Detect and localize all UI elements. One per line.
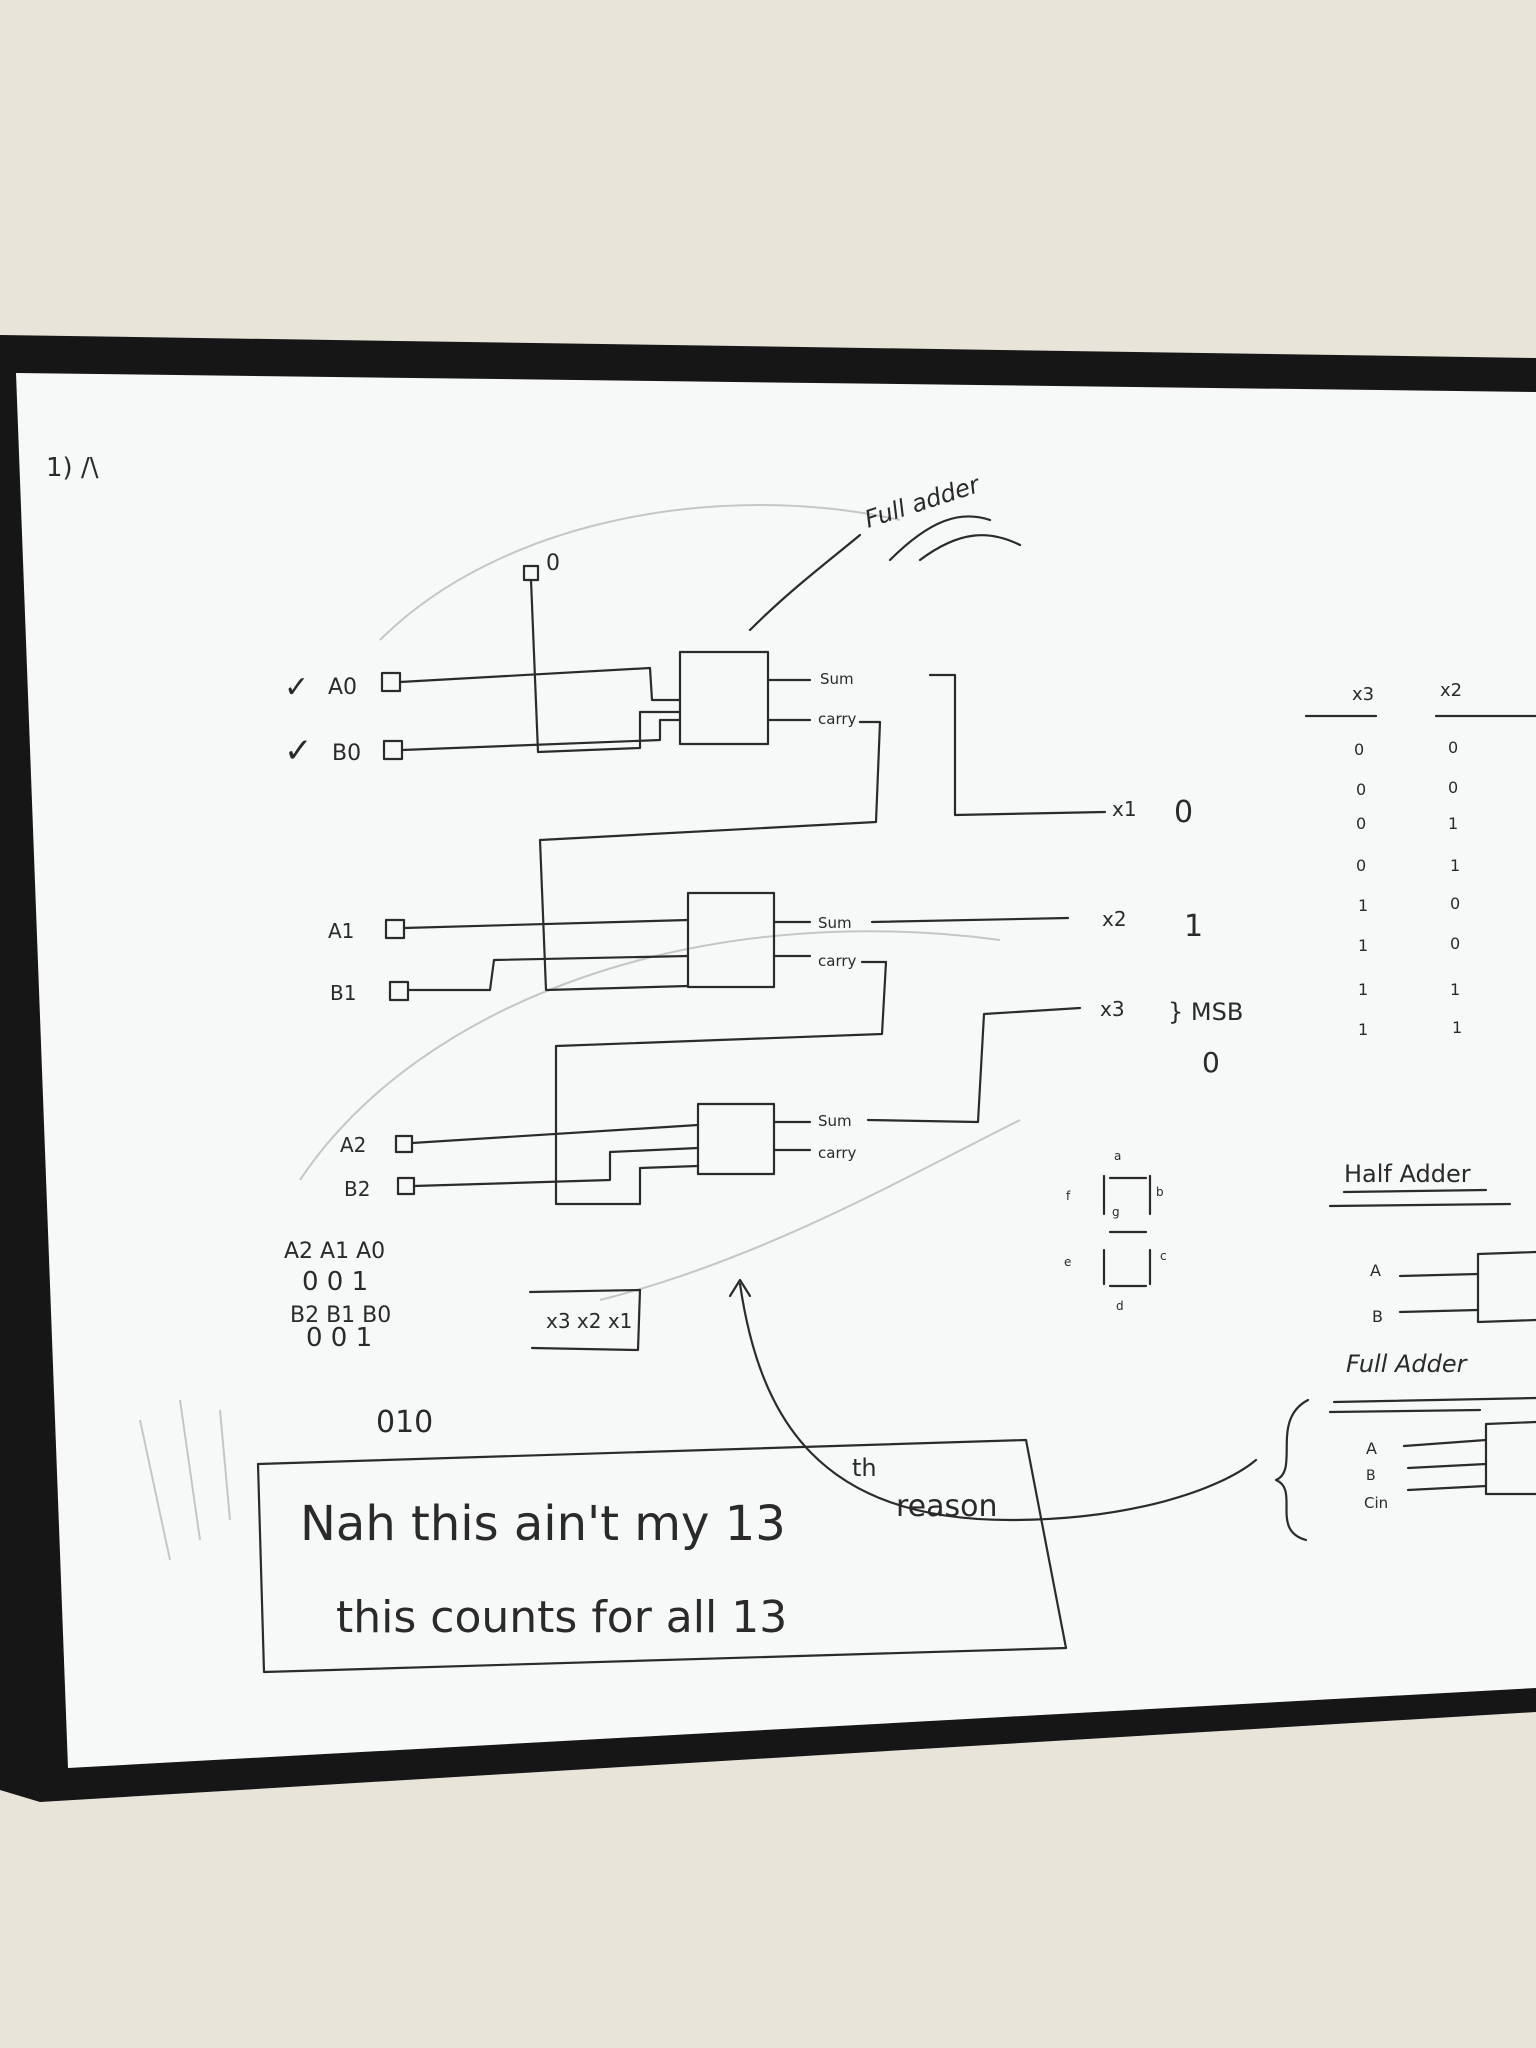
tt-cell: 1 bbox=[1450, 980, 1461, 999]
corner-mark: 1) /\ bbox=[46, 453, 99, 483]
message-line2: this counts for all 13 bbox=[336, 1592, 788, 1643]
tt-cell: 0 bbox=[1356, 814, 1367, 833]
tt-cell: 0 bbox=[1354, 740, 1365, 759]
half-adder-title: Half Adder bbox=[1344, 1160, 1471, 1188]
label-b2: B2 bbox=[344, 1177, 371, 1201]
example-header-b: B2 B1 B0 bbox=[290, 1303, 392, 1328]
full-adder-note: Full adder bbox=[861, 470, 983, 534]
check-b0: ✓ bbox=[284, 731, 313, 771]
sum-label-1: Sum bbox=[818, 914, 852, 932]
example-row-b: 0 0 1 bbox=[306, 1323, 373, 1353]
output-x1-value: 0 bbox=[1174, 795, 1194, 830]
output-x2: x2 bbox=[1102, 907, 1127, 931]
output-x3-value: 0 bbox=[1202, 1046, 1220, 1079]
sum-label-0: Sum bbox=[820, 670, 854, 688]
carry-label-2: carry bbox=[818, 1144, 857, 1162]
message-line1-end: reason bbox=[896, 1489, 998, 1524]
label-zero-top: 0 bbox=[546, 551, 560, 576]
seg-d: d bbox=[1116, 1299, 1124, 1313]
example-result: 010 bbox=[376, 1405, 434, 1440]
output-order-label: x3 x2 x1 bbox=[546, 1309, 633, 1333]
tt-cell: 0 bbox=[1356, 856, 1367, 875]
label-a2: A2 bbox=[340, 1133, 367, 1157]
output-x1: x1 bbox=[1112, 797, 1137, 821]
tt-header-x3: x3 bbox=[1352, 684, 1375, 705]
sum-label-2: Sum bbox=[818, 1112, 852, 1130]
tt-cell: 0 bbox=[1448, 778, 1459, 797]
full-adder-in-cin: Cin bbox=[1364, 1494, 1389, 1512]
tt-cell: 1 bbox=[1358, 980, 1369, 999]
label-a1: A1 bbox=[328, 919, 355, 943]
label-b1: B1 bbox=[330, 981, 357, 1005]
carry-label-1: carry bbox=[818, 952, 857, 970]
output-x2-value: 1 bbox=[1184, 909, 1204, 944]
check-a0: ✓ bbox=[284, 670, 310, 705]
seg-f: f bbox=[1066, 1189, 1071, 1203]
full-adder-in-b: B bbox=[1366, 1468, 1376, 1484]
full-adder-in-a: A bbox=[1366, 1439, 1377, 1458]
output-x3-msb: } MSB bbox=[1168, 998, 1244, 1026]
tt-cell: 1 bbox=[1358, 896, 1369, 915]
tt-cell: 1 bbox=[1358, 936, 1369, 955]
label-b0: B0 bbox=[332, 741, 362, 766]
carry-label-0: carry bbox=[818, 710, 857, 728]
tt-cell: 0 bbox=[1356, 780, 1367, 799]
output-x3: x3 bbox=[1100, 997, 1125, 1021]
tt-header-x2: x2 bbox=[1440, 680, 1463, 701]
example-row-a: 0 0 1 bbox=[302, 1267, 369, 1297]
tt-cell: 0 bbox=[1448, 738, 1459, 757]
tt-cell: 0 bbox=[1450, 894, 1461, 913]
seg-c: c bbox=[1160, 1249, 1167, 1263]
tt-cell: 1 bbox=[1452, 1018, 1463, 1037]
seg-g: g bbox=[1112, 1205, 1120, 1219]
half-adder-in-b: B bbox=[1372, 1307, 1383, 1326]
tt-cell: 1 bbox=[1450, 856, 1461, 875]
seg-e: e bbox=[1064, 1255, 1072, 1269]
tt-cell: 1 bbox=[1358, 1020, 1369, 1039]
tt-cell: 0 bbox=[1450, 934, 1461, 953]
message-superscript: th bbox=[852, 1454, 877, 1482]
example-header-a: A2 A1 A0 bbox=[284, 1239, 386, 1264]
tt-cell: 1 bbox=[1448, 814, 1459, 833]
seg-a: a bbox=[1114, 1149, 1122, 1163]
full-adder-title: Full Adder bbox=[1346, 1350, 1467, 1378]
label-a0: A0 bbox=[328, 675, 358, 700]
seg-b: b bbox=[1156, 1185, 1164, 1199]
message-line1: Nah this ain't my 13 bbox=[300, 1496, 786, 1552]
board-surface bbox=[16, 373, 1536, 1768]
half-adder-in-a: A bbox=[1370, 1261, 1381, 1280]
